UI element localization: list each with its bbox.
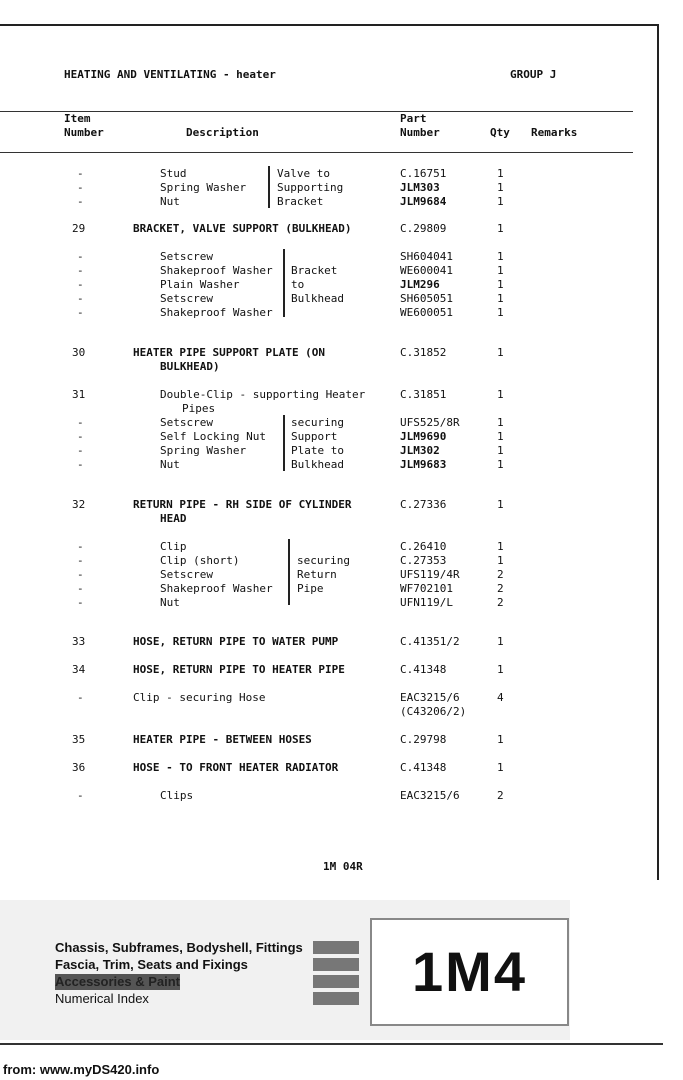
part-description-cont: Pipes [182,402,216,415]
assembly-note: Supporting [277,181,344,194]
item-number: 31 [72,388,86,401]
item-number: 34 [72,663,86,676]
part-description: Nut [160,458,180,471]
part-number: C.31852 [400,346,447,359]
page-code: 1M 04R [323,860,363,873]
part-number: C.41351/2 [400,635,460,648]
item-number: 30 [72,346,86,359]
quantity: 1 [497,306,504,319]
assembly-note: Bulkhead [291,292,344,305]
part-description: Spring Washer [160,181,247,194]
item-number: - [77,278,84,291]
page-border-right [657,24,659,880]
index-code-3 [313,975,359,988]
quantity: 1 [497,554,504,567]
part-description: Nut [160,195,180,208]
part-number: JLM303 [400,181,440,194]
col-qty: Qty [490,126,510,139]
part-description: Setscrew [160,568,213,581]
part-number: C.26410 [400,540,447,553]
part-description: Setscrew [160,416,213,429]
fiche-number-box [370,918,569,1026]
part-description: Clips [160,789,194,802]
part-description: Plain Washer [160,278,240,291]
quantity: 1 [497,250,504,263]
part-description: HEATER PIPE SUPPORT PLATE (ON [133,346,326,359]
item-number: - [77,181,84,194]
quantity: 2 [497,789,504,802]
group-bracket [288,539,290,605]
fiche-number: 1M4 [412,940,527,1003]
part-number: JLM9684 [400,195,447,208]
item-number: 35 [72,733,86,746]
assembly-note: Plate to [291,444,344,457]
part-number: EAC3215/6 [400,691,460,704]
part-description: Self Locking Nut [160,430,266,443]
quantity: 1 [497,278,504,291]
item-number: - [77,416,84,429]
quantity: 1 [497,264,504,277]
group-label: GROUP J [510,68,557,81]
part-number: C.41348 [400,761,447,774]
assembly-note: Return [297,568,337,581]
part-number: JLM9690 [400,430,447,443]
quantity: 1 [497,430,504,443]
part-number: WE600041 [400,264,453,277]
quantity: 1 [497,498,504,511]
group-bracket [283,415,285,471]
item-number: - [77,430,84,443]
assembly-note: Bulkhead [291,458,344,471]
part-description: Stud [160,167,187,180]
item-number: - [77,691,84,704]
quantity: 1 [497,458,504,471]
index-line-4: Numerical Index [55,991,149,1006]
index-line-1: Chassis, Subframes, Bodyshell, Fittings [55,940,303,955]
part-number: C.27353 [400,554,447,567]
col-description: Description [186,126,259,139]
item-number: - [77,292,84,305]
part-number: C.41348 [400,663,447,676]
part-description: HOSE, RETURN PIPE TO HEATER PIPE [133,663,345,676]
item-number: - [77,167,84,180]
part-description-cont: BULKHEAD) [160,360,220,373]
part-description: Nut [160,596,180,609]
item-number: - [77,554,84,567]
quantity: 1 [497,416,504,429]
part-description: Spring Washer [160,444,247,457]
assembly-note: securing [297,554,350,567]
part-number: C.27336 [400,498,447,511]
quantity: 1 [497,195,504,208]
col-remarks: Remarks [531,126,578,139]
quantity: 1 [497,761,504,774]
part-number: JLM302 [400,444,440,457]
assembly-note: Bracket [291,264,338,277]
quantity: 4 [497,691,504,704]
quantity: 1 [497,222,504,235]
part-description: HEATER PIPE - BETWEEN HOSES [133,733,312,746]
part-description: HOSE, RETURN PIPE TO WATER PUMP [133,635,339,648]
part-description: Clip - securing Hose [133,691,266,704]
item-number: - [77,789,84,802]
part-description: Shakeproof Washer [160,306,273,319]
part-description: Shakeproof Washer [160,264,273,277]
quantity: 1 [497,663,504,676]
part-description: HOSE - TO FRONT HEATER RADIATOR [133,761,339,774]
item-number: - [77,264,84,277]
item-number: 29 [72,222,86,235]
part-number: C.29809 [400,222,447,235]
part-description: RETURN PIPE - RH SIDE OF CYLINDER [133,498,352,511]
item-number: - [77,540,84,553]
quantity: 1 [497,540,504,553]
group-bracket [268,166,270,208]
index-code-2 [313,958,359,971]
assembly-note: to [291,278,305,291]
item-number: - [77,250,84,263]
part-description: Double-Clip - supporting Heater [160,388,366,401]
part-number: UFS525/8R [400,416,460,429]
alt-part-number: (C43206/2) [400,705,467,718]
item-number: - [77,458,84,471]
header-rule-bottom [0,152,633,153]
part-description-cont: HEAD [160,512,187,525]
item-number: - [77,306,84,319]
item-number: 32 [72,498,86,511]
item-number: - [77,596,84,609]
part-number: EAC3215/6 [400,789,460,802]
quantity: 1 [497,388,504,401]
section-title: HEATING AND VENTILATING - heater [64,68,276,81]
quantity: 1 [497,733,504,746]
quantity: 1 [497,444,504,457]
part-number: C.29798 [400,733,447,746]
part-number: UFS119/4R [400,568,460,581]
quantity: 1 [497,181,504,194]
col-part: Part Number [400,112,440,139]
index-code-1 [313,941,359,954]
quantity: 2 [497,568,504,581]
quantity: 1 [497,635,504,648]
part-description: BRACKET, VALVE SUPPORT (BULKHEAD) [133,222,352,235]
quantity: 2 [497,582,504,595]
part-description: Clip [160,540,187,553]
part-description: Shakeproof Washer [160,582,273,595]
assembly-note: Bracket [277,195,324,208]
part-number: SH604041 [400,250,453,263]
bottom-rule [0,1043,663,1045]
item-number: 36 [72,761,86,774]
assembly-note: Valve to [277,167,330,180]
part-description: Setscrew [160,250,213,263]
col-item: Item Number [64,112,104,139]
page-border-top [0,24,658,26]
index-line-3: Accessories & Paint [55,974,181,989]
part-description: Setscrew [160,292,213,305]
assembly-note: securing [291,416,344,429]
item-number: - [77,568,84,581]
quantity: 1 [497,292,504,305]
item-number: - [77,444,84,457]
item-number: - [77,195,84,208]
part-number: C.31851 [400,388,447,401]
group-bracket [283,249,285,317]
index-line-2: Fascia, Trim, Seats and Fixings [55,957,248,972]
quantity: 1 [497,167,504,180]
part-description: Clip (short) [160,554,240,567]
index-code-4 [313,992,359,1005]
part-number: C.16751 [400,167,447,180]
quantity: 1 [497,346,504,359]
item-number: - [77,582,84,595]
part-number: WF702101 [400,582,453,595]
part-number: SH605051 [400,292,453,305]
part-number: JLM296 [400,278,440,291]
part-number: UFN119/L [400,596,453,609]
part-number: JLM9683 [400,458,447,471]
item-number: 33 [72,635,86,648]
assembly-note: Pipe [297,582,324,595]
quantity: 2 [497,596,504,609]
source-link[interactable]: from: www.myDS420.info [3,1062,160,1077]
assembly-note: Support [291,430,338,443]
part-number: WE600051 [400,306,453,319]
